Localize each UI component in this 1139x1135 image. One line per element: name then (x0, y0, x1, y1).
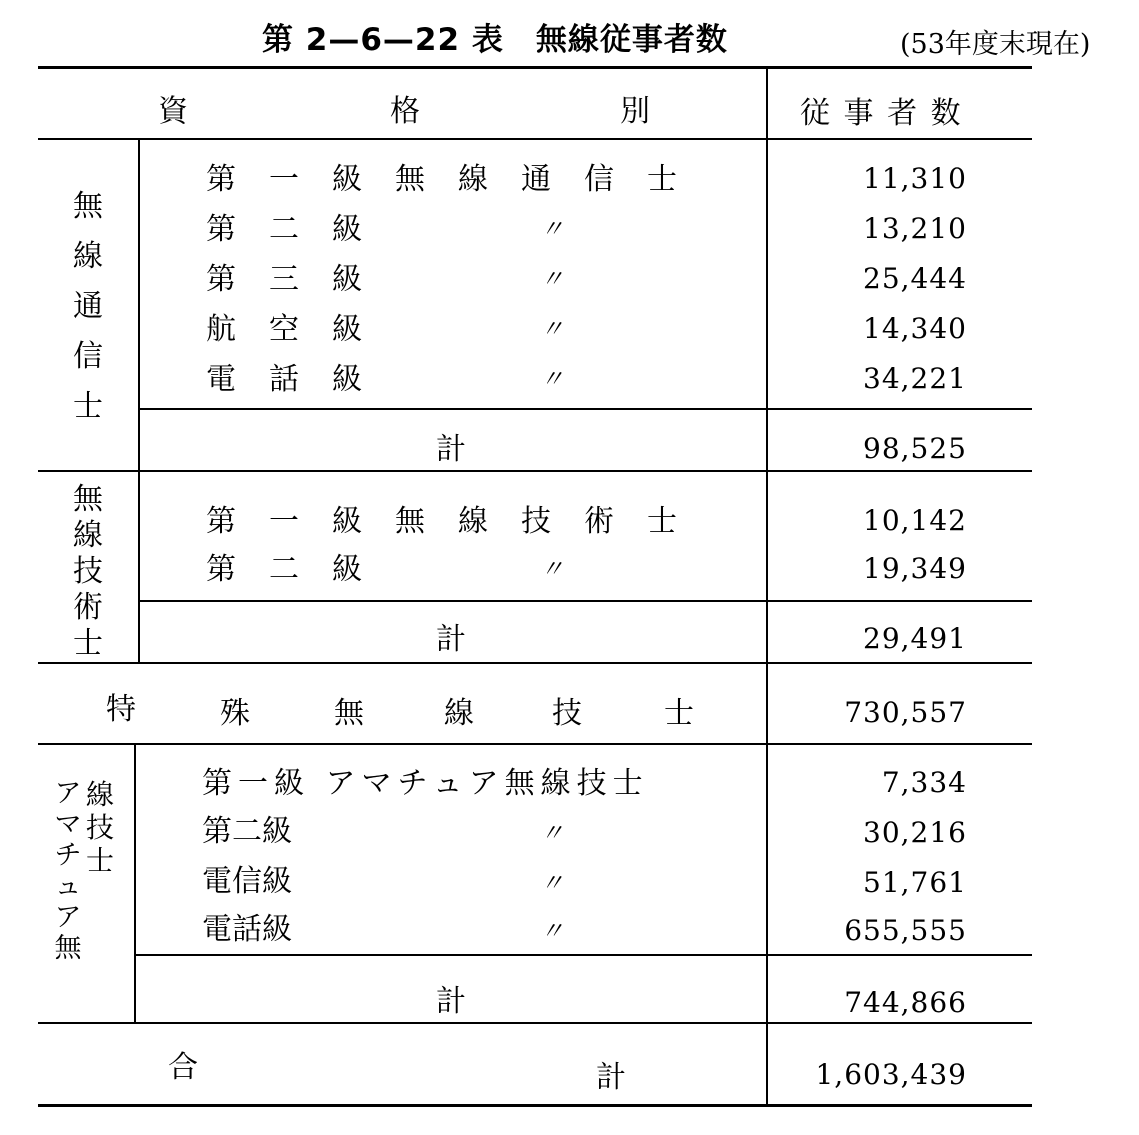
grade-label: 第二級 (206, 212, 395, 247)
rule-tsushin-bottom (38, 470, 1032, 472)
count-value: 10,142 (863, 504, 967, 537)
rule-gijutsu-bottom (38, 662, 1032, 664)
count-value: 14,340 (863, 312, 967, 345)
group-label-char: チ (54, 840, 82, 871)
header-count: 従 事 者 数 (800, 96, 963, 131)
divider-tsushin-group (138, 140, 140, 470)
count-value: 25,444 (863, 262, 967, 295)
tokushu-char: 殊 (220, 696, 250, 731)
group-label-char: 無 (73, 482, 103, 517)
group-label-char: 士 (85, 844, 114, 877)
ditto-mark: 〃 (540, 555, 564, 583)
ditto-mark: 〃 (540, 869, 564, 897)
group-label-char: 通 (73, 289, 103, 324)
group-label-char: 無 (73, 189, 103, 224)
group-label-char: 線 (73, 518, 103, 553)
group-label-char: ュ (54, 871, 82, 902)
subtotal-label: 計 (436, 432, 466, 467)
tokushu-char: 技 (552, 696, 582, 731)
as-of-note: (53年度末現在) (900, 29, 1091, 60)
group-label-char: 技 (85, 811, 114, 844)
grade-label: 航空級 (206, 312, 395, 347)
count-value: 7,334 (881, 766, 967, 799)
divider-count-column (766, 69, 768, 1104)
header-qual-char-3: 別 (620, 94, 650, 129)
header-qual-char-2: 格 (390, 94, 420, 129)
divider-gijutsu-group (138, 472, 140, 662)
subtotal-label: 計 (436, 984, 466, 1019)
page-title: 第 2—6—22 表 無線従事者数 (262, 22, 728, 58)
grade-label: 電話級 (206, 362, 395, 397)
group-label-char: 術 (73, 590, 103, 625)
count-value: 13,210 (863, 212, 967, 245)
subtotal-value: 29,491 (863, 622, 967, 655)
tokushu-char: 線 (444, 696, 474, 731)
count-value: 655,555 (844, 914, 967, 947)
ditto-mark: 〃 (540, 917, 564, 945)
group-label-char: 士 (73, 626, 103, 661)
grade-label: 電信級 (202, 864, 292, 899)
grade-label: 第一級無線通信士 (206, 162, 710, 197)
grade-label: 第三級 (206, 262, 395, 297)
count-value: 11,310 (863, 162, 967, 195)
grade-label: 第一級 アマチュア無線技士 (202, 766, 649, 801)
group-label-char: 技 (73, 554, 103, 589)
group-label-char: 線 (85, 778, 114, 811)
group-label-char: マ (54, 809, 82, 840)
group-label-char: ア (54, 902, 82, 933)
tokushu-value: 730,557 (844, 696, 967, 729)
rule-bottom (38, 1104, 1032, 1107)
grade-label: 第一級無線技術士 (206, 504, 710, 539)
rule-header-bottom (38, 138, 1032, 140)
ditto-mark: 〃 (540, 315, 564, 343)
group-label-gijutsu (68, 482, 108, 662)
group-label-amateur-col2 (80, 778, 120, 877)
divider-amateur-group (134, 745, 136, 1022)
rule-tsushin-subtotal (140, 408, 1032, 410)
subtotal-value: 744,866 (844, 986, 967, 1019)
header-qual-char-1: 資 (158, 94, 188, 129)
total-value: 1,603,439 (815, 1058, 967, 1091)
grade-label: 第二級 (206, 552, 395, 587)
group-label-char: 線 (73, 239, 103, 274)
group-label-char: ア (54, 778, 82, 809)
rule-top (38, 66, 1032, 69)
subtotal-label: 計 (436, 622, 466, 657)
rule-amateur-subtotal (136, 954, 1032, 956)
grade-label: 電話級 (202, 912, 292, 947)
count-value: 51,761 (863, 866, 967, 899)
group-label-char: 士 (73, 389, 103, 424)
count-value: 34,221 (863, 362, 967, 395)
tokushu-char: 士 (664, 696, 694, 731)
group-label-tsushin (68, 182, 108, 432)
group-label-char: 信 (73, 339, 103, 374)
ditto-mark: 〃 (540, 215, 564, 243)
subtotal-value: 98,525 (863, 432, 967, 465)
ditto-mark: 〃 (540, 265, 564, 293)
count-value: 30,216 (863, 816, 967, 849)
rule-amateur-bottom (38, 1022, 1032, 1024)
tokushu-char: 特 (106, 692, 136, 727)
count-value: 19,349 (863, 552, 967, 585)
rule-gijutsu-subtotal (140, 600, 1032, 602)
ditto-mark: 〃 (540, 365, 564, 393)
group-label-char: 無 (54, 933, 82, 964)
total-char: 合 (168, 1050, 198, 1085)
grade-label: 第二級 (202, 814, 292, 849)
total-char: 計 (596, 1060, 626, 1095)
rule-tokushu-bottom (38, 743, 1032, 745)
ditto-mark: 〃 (540, 819, 564, 847)
tokushu-char: 無 (334, 696, 364, 731)
